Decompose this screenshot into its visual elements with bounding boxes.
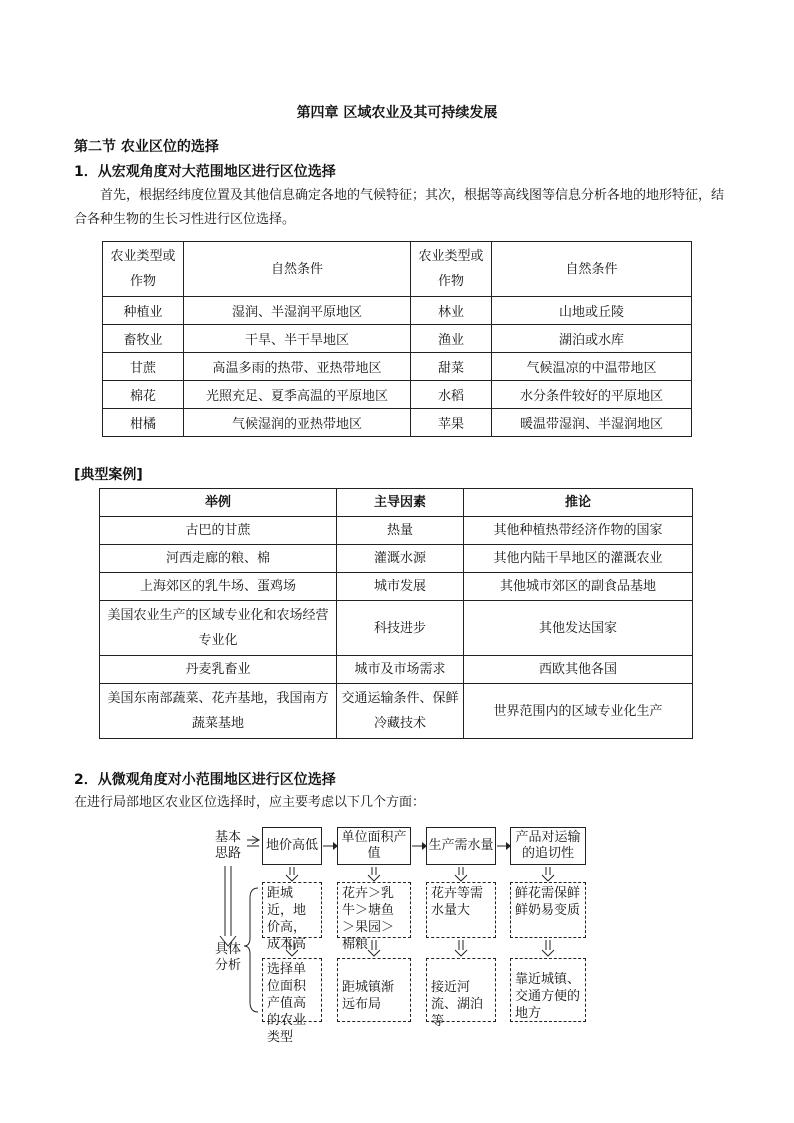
flow-bottom-3: 接近河流、湖泊等: [426, 958, 496, 1022]
t2-header-factor: 主导因素: [337, 489, 464, 517]
intro-paragraph-2: 在进行局部地区农业区位选择时，应主要考虑以下几个方面：: [74, 795, 426, 810]
t2-cell: 古巴的甘蔗: [100, 517, 337, 545]
basic-label: 基本思路: [214, 830, 241, 861]
arrow-down-icon: [220, 866, 236, 946]
flow-top-water-demand: 生产需水量: [426, 827, 496, 865]
t2-cell: 上海郊区的乳牛场、蛋鸡场: [100, 573, 337, 601]
t2-header-example: 举例: [100, 489, 337, 517]
page-title: 第四章 区域农业及其可持续发展: [296, 105, 498, 121]
flow-top-land-price: 地价高低: [262, 827, 322, 865]
t2-cell: 其他内陆干旱地区的灌溉农业: [464, 545, 693, 573]
t2-cell: 城市发展: [337, 573, 464, 601]
t1-cell: 棉花: [103, 381, 184, 409]
t2-cell: 美国东南部蔬菜、花卉基地，我国南方蔬菜基地: [100, 684, 337, 739]
t1-cell: 暖温带湿润、半湿润地区: [492, 409, 692, 437]
flow-top-unit-value: 单位面积产值: [337, 827, 411, 865]
t2-header-inference: 推论: [464, 489, 693, 517]
t1-cell: 畜牧业: [103, 325, 184, 353]
t1-cell: 甜菜: [411, 353, 492, 381]
arrow-right-icon: [247, 836, 259, 844]
t1-cell: 气候湿润的亚热带地区: [184, 409, 411, 437]
case-label: [典型案例]: [74, 467, 143, 483]
flow-mid-2: 花卉＞乳牛＞塘鱼＞果园＞棉粮: [337, 882, 411, 938]
t1-header-cond-2: 自然条件: [492, 242, 692, 297]
t1-cell: 种植业: [103, 297, 184, 325]
t2-cell: 美国农业生产的区域专业化和农场经营专业化: [100, 601, 337, 656]
t2-cell: 丹麦乳畜业: [100, 656, 337, 684]
down-arrows: [286, 867, 554, 956]
t1-cell: 山地或丘陵: [492, 297, 692, 325]
heading-2: 2．从微观角度对小范围地区进行区位选择: [74, 772, 336, 788]
t2-cell: 科技进步: [337, 601, 464, 656]
t1-cell: 渔业: [411, 325, 492, 353]
flow-bottom-2: 距城镇渐远布局: [337, 958, 411, 1022]
t1-cell: 水分条件较好的平原地区: [492, 381, 692, 409]
t2-cell: 热量: [337, 517, 464, 545]
t2-cell: 西欧其他各国: [464, 656, 693, 684]
t1-header-type-1: 农业类型或作物: [103, 242, 184, 297]
t2-cell: 其他发达国家: [464, 601, 693, 656]
t1-header-type-2: 农业类型或作物: [411, 242, 492, 297]
intro-paragraph: 首先，根据经纬度位置及其他信息确定各地的气候特征；其次，根据等高线图等信息分析各地的地形特征，结合各种生物的生长习性进行区位选择。: [74, 188, 725, 227]
connector-arrows: [323, 842, 511, 850]
t2-cell: 其他种植热带经济作物的国家: [464, 517, 693, 545]
t1-cell: 光照充足、夏季高温的平原地区: [184, 381, 411, 409]
t1-header-cond-1: 自然条件: [184, 242, 411, 297]
t1-cell: 林业: [411, 297, 492, 325]
flow-mid-4: 鲜花需保鲜鲜奶易变质: [510, 882, 586, 938]
t1-cell: 气候温凉的中温带地区: [492, 353, 692, 381]
detail-label: 具体分析: [214, 942, 241, 973]
t2-cell: 河西走廊的粮、棉: [100, 545, 337, 573]
t2-cell: 世界范围内的区域专业化生产: [464, 684, 693, 739]
t2-cell: 交通运输条件、保鲜冷藏技术: [337, 684, 464, 739]
t1-cell: 柑橘: [103, 409, 184, 437]
t1-cell: 苹果: [411, 409, 492, 437]
heading-1: 1．从宏观角度对大范围地区进行区位选择: [74, 164, 336, 180]
brace-icon: [244, 888, 258, 1012]
t1-cell: 高温多雨的热带、亚热带地区: [184, 353, 411, 381]
t1-cell: 甘蔗: [103, 353, 184, 381]
t2-cell: 城市及市场需求: [337, 656, 464, 684]
flow-mid-3: 花卉等需水量大: [426, 882, 496, 938]
t1-cell: 湖泊或水库: [492, 325, 692, 353]
t1-cell: 水稻: [411, 381, 492, 409]
flow-bottom-1: 选择单位面积产值高的农业类型: [262, 958, 322, 1022]
t2-cell: 灌溉水源: [337, 545, 464, 573]
t1-cell: 干旱、半干旱地区: [184, 325, 411, 353]
flow-mid-1: 距城近，地价高，成本高: [262, 882, 322, 938]
t2-cell: 其他城市郊区的副食品基地: [464, 573, 693, 601]
t1-cell: 湿润、半湿润平原地区: [184, 297, 411, 325]
section-heading: 第二节 农业区位的选择: [74, 139, 219, 155]
flow-bottom-4: 靠近城镇、交通方便的地方: [510, 958, 586, 1022]
flow-top-transport: 产品对运输的追切性: [510, 827, 586, 865]
